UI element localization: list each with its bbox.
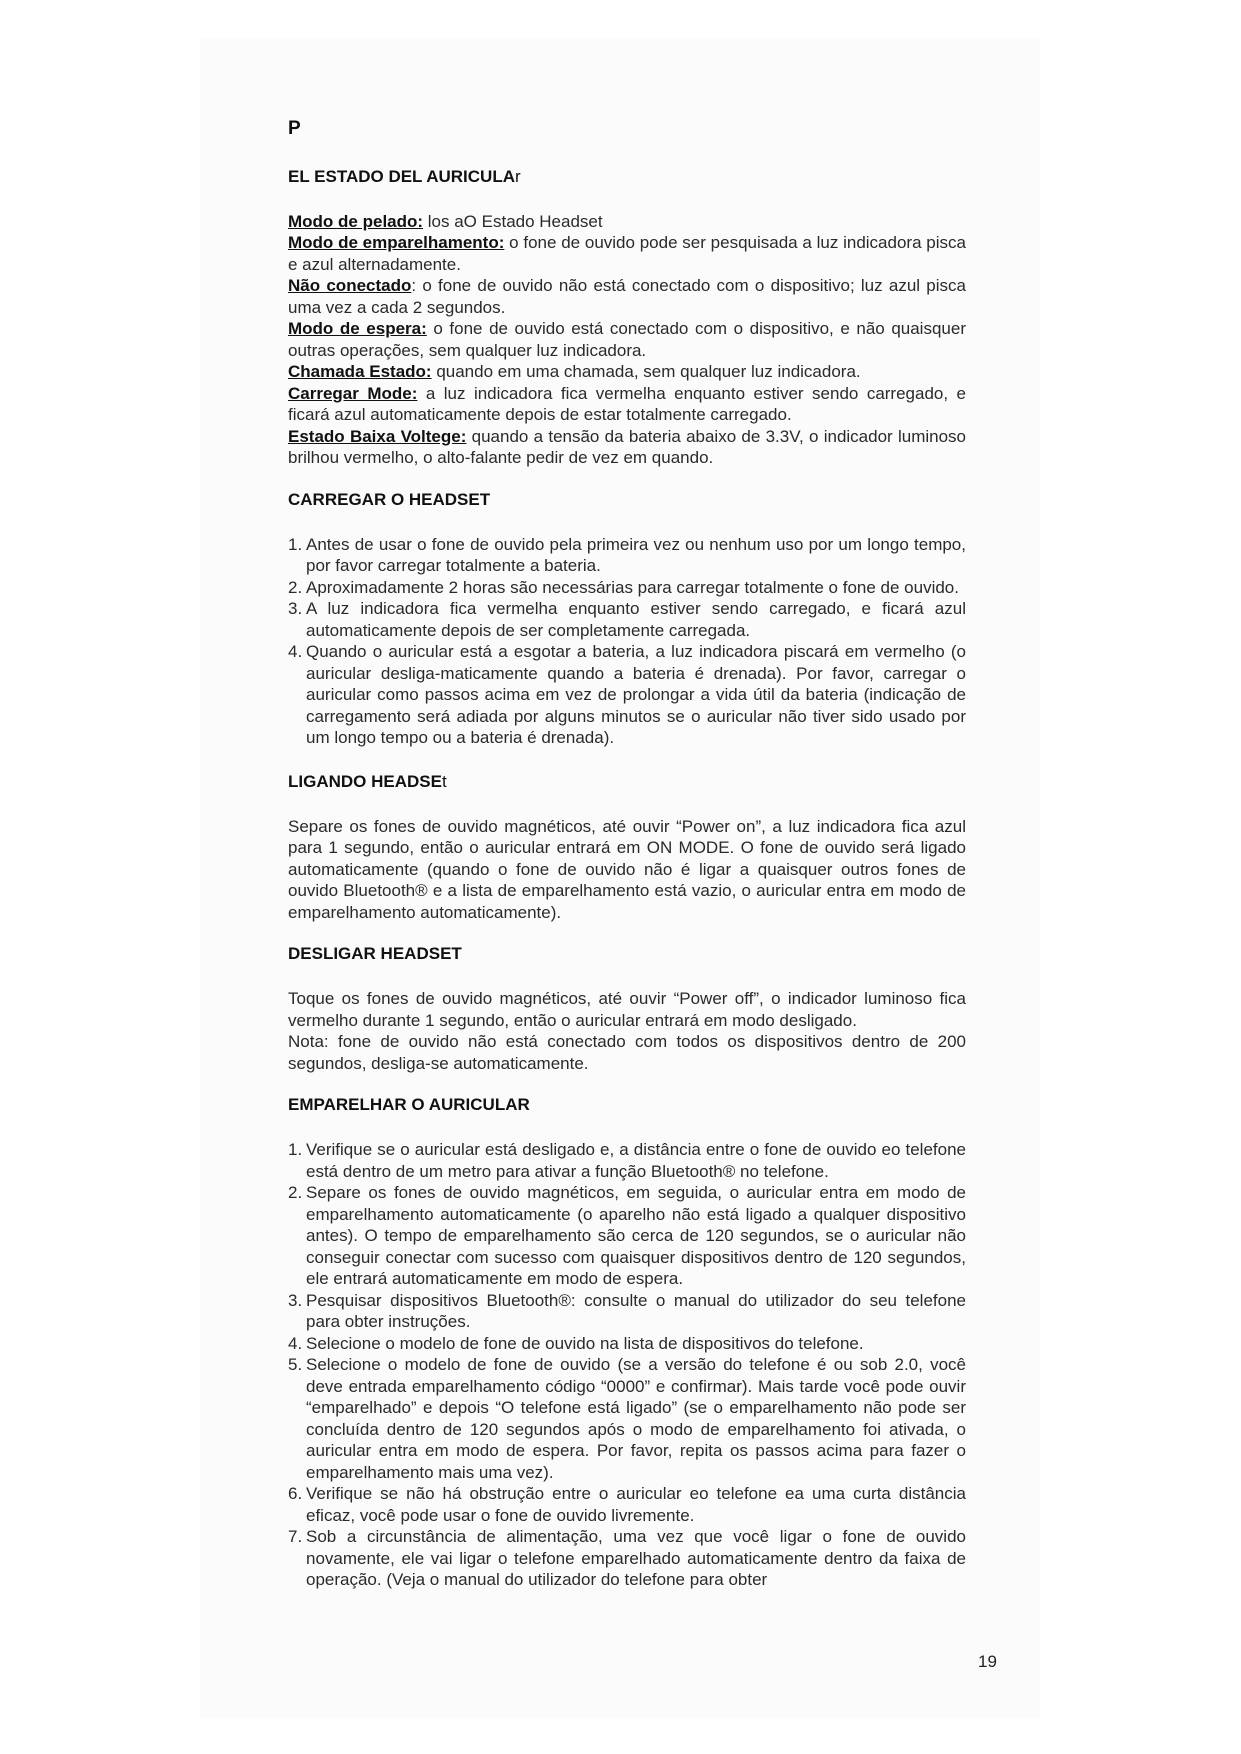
list-item: 5. Selecione o modelo de fone de ouvido (se a versão do telefone é ou sob 2.0, você deve entrada emparelhamento código “0000” e confirmar). Mais tarde você pode ouvir “emparelhado” e depois “O telefone está ligado” (se o emparelhamento não pode ser concluída dentro de 120 segundos após o modo de emparelhamento foi ativada, o auricular entra em modo de espera. Por favor, repita os passos acima para fazer o emparelhamento mais uma vez). bbox=[288, 1355, 966, 1482]
section-title-power-on: LIGANDO HEADSEt bbox=[288, 771, 447, 791]
section-title-status: EL ESTADO DEL AURICULAr bbox=[288, 166, 521, 186]
list-item: 3. A luz indicadora fica vermelha enquanto estiver sendo carregado, e ficará azul automaticamente depois de ser completamente carregada. bbox=[288, 599, 966, 640]
pair-steps bbox=[288, 1139, 966, 1591]
manual-content bbox=[288, 118, 966, 1613]
list-item: 7. Sob a circunstância de alimentação, uma vez que você ligar o fone de ouvido novamente, ele vai ligar o telefone emparelhado automaticamente dentro da faixa de operação. (Veja o manual do utilizador do telefone para obter bbox=[288, 1527, 966, 1589]
list-item: 4. Selecione o modelo de fone de ouvido na lista de dispositivos do telefone. bbox=[288, 1333, 864, 1353]
power-on-text: Separe os fones de ouvido magnéticos, até ouvir “Power on”, a luz indicadora fica azul para 1 segundo, então o auricular entrará em ON MODE. O fone de ouvido será ligado automaticamente (quando o fone de ouvido não é ligar a quaisquer outros fones de ouvido Bluetooth® e a lista de emparelhamento está vazio, o auricular entra em modo de emparelhamento automaticamente). bbox=[288, 816, 966, 922]
status-entry: Estado Baixa Voltege: quando a tensão da bateria abaixo de 3.3V, o indicador luminoso brilhou vermelho, o alto-falante pedir de vez em quando. bbox=[288, 426, 966, 467]
section-title-power-off: DESLIGAR HEADSET bbox=[288, 944, 462, 963]
power-off-text: Toque os fones de ouvido magnéticos, até ouvir “Power off”, o indicador luminoso fica vermelho durante 1 segundo, então o auricular entrará em modo desligado. bbox=[288, 989, 966, 1030]
list-item: 2. Separe os fones de ouvido magnéticos, em seguida, o auricular entra em modo de emparelhamento automaticamente (o aparelho não está ligado a qualquer dispositivo antes). O tempo de emparelhamento são cerca de 120 segundos, se o auricular não conseguir conectar com sucesso com quaisquer dispositivos dentro de 120 segundos, ele entrará automaticamente em modo de espera. bbox=[288, 1183, 966, 1288]
page-number: 19 bbox=[978, 1652, 997, 1671]
list-item: 1. Verifique se o auricular está desligado e, a distância entre o fone de ouvido eo telefone está dentro de um metro para ativar a função Bluetooth® no telefone. bbox=[288, 1140, 966, 1181]
list-item: 6. Verifique se não há obstrução entre o auricular eo telefone ea uma curta distância eficaz, você pode usar o fone de ouvido livremente. bbox=[288, 1484, 966, 1525]
charge-steps bbox=[288, 534, 966, 749]
list-item: 1. Antes de usar o fone de ouvido pela primeira vez ou nenhum uso por um longo tempo, por favor carregar totalmente a bateria. bbox=[288, 534, 966, 575]
power-off-note: Nota: fone de ouvido não está conectado com todos os dispositivos dentro de 200 segundos, desliga-se automaticamente. bbox=[288, 1032, 966, 1073]
status-entry: Modo de pelado: los aO Estado Headset bbox=[288, 211, 603, 231]
list-item: 3. Pesquisar dispositivos Bluetooth®: consulte o manual do utilizador do seu telefone para obter instruções. bbox=[288, 1290, 966, 1331]
status-entry: Não conectado: o fone de ouvido não está conectado com o dispositivo; luz azul pisca uma vez a cada 2 segundos. bbox=[288, 276, 966, 317]
status-entry: Chamada Estado: quando em uma chamada, sem qualquer luz indicadora. bbox=[288, 362, 861, 381]
power-off-block bbox=[288, 988, 966, 1074]
status-entry: Modo de espera: o fone de ouvido está conectado com o dispositivo, e não quaisquer outras operações, sem qualquer luz indicadora. bbox=[288, 319, 966, 360]
status-list bbox=[288, 211, 966, 469]
list-item: 2. Aproximadamente 2 horas são necessárias para carregar totalmente o fone de ouvido. bbox=[288, 577, 959, 597]
status-entry: Modo de emparelhamento: o fone de ouvido pode ser pesquisada a luz indicadora pisca e azul alternadamente. bbox=[288, 233, 966, 274]
status-entry: Carregar Mode: a luz indicadora fica vermelha enquanto estiver sendo carregado, e ficará azul automaticamente depois de estar totalmente carregado. bbox=[288, 383, 967, 424]
section-title-charge: CARREGAR O HEADSET bbox=[288, 489, 491, 509]
section-title-pair: EMPARELHAR O AURICULAR bbox=[288, 1095, 530, 1114]
language-marker: P bbox=[288, 118, 301, 139]
list-item: 4. Quando o auricular está a esgotar a bateria, a luz indicadora piscará em vermelho (o auricular desliga-maticamente quando a bateria é drenada). Por favor, carregar o auricular como passos acima em vez de prolongar a vida útil da bateria (indicação de carregamento será adiada por alguns minutos se o auricular não tiver sido usado por um longo tempo ou a bateria é drenada). bbox=[288, 642, 966, 747]
power-on-block bbox=[288, 816, 966, 924]
